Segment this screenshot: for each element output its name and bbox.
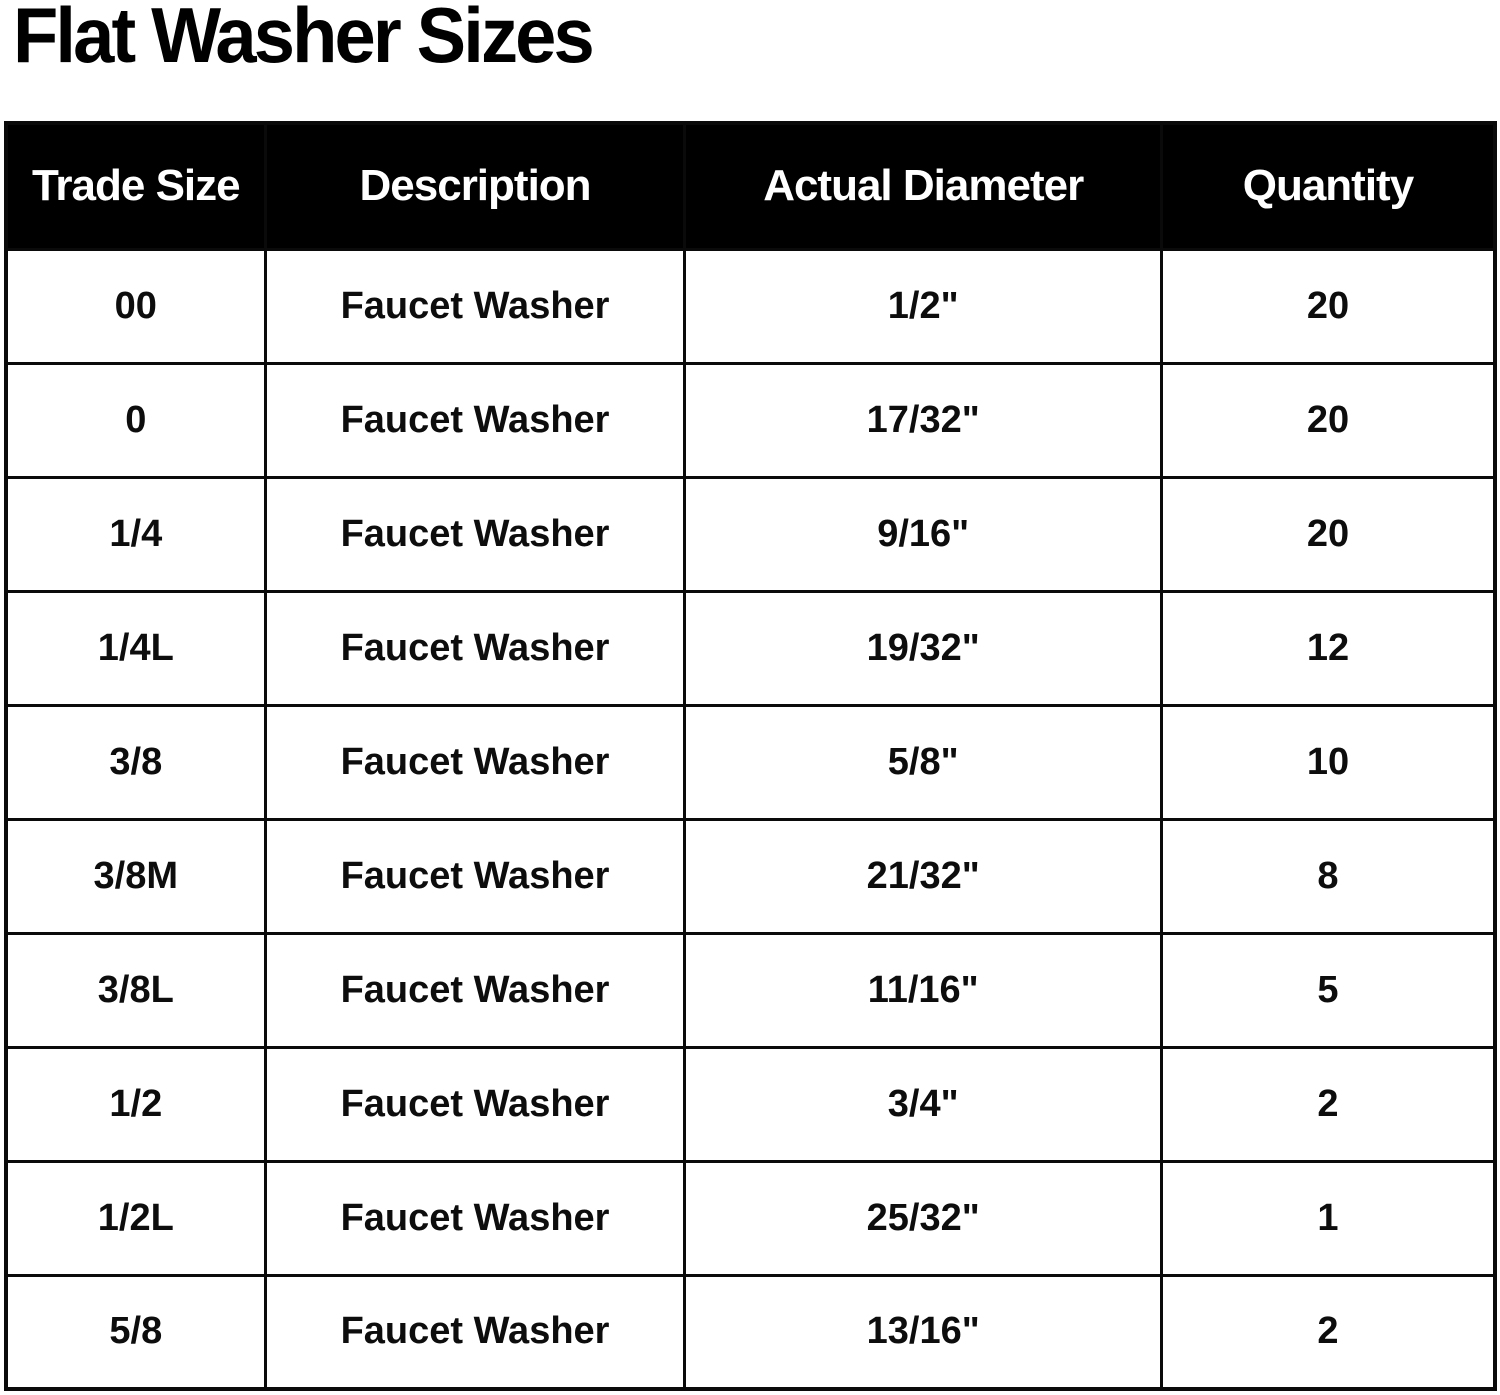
trade-size-cell: 00 [6,249,265,363]
quantity-cell: 2 [1161,1047,1495,1161]
description-cell: Faucet Washer [265,477,685,591]
actual-diameter-cell: 19/32" [685,591,1161,705]
quantity-cell: 8 [1161,819,1495,933]
actual-diameter-cell: 25/32" [685,1161,1161,1275]
trade-size-cell: 0 [6,363,265,477]
description-cell: Faucet Washer [265,591,685,705]
quantity-cell: 20 [1161,363,1495,477]
trade-size-cell: 3/8 [6,705,265,819]
trade-size-cell: 1/4L [6,591,265,705]
table-row [6,591,1495,705]
table-row [6,477,1495,591]
description-cell: Faucet Washer [265,1047,685,1161]
table-row [6,1161,1495,1275]
actual-diameter-cell: 1/2" [685,249,1161,363]
header-row [6,123,1495,249]
actual-diameter-cell: 5/8" [685,705,1161,819]
trade-size-cell: 1/2L [6,1161,265,1275]
description-cell: Faucet Washer [265,933,685,1047]
description-cell: Faucet Washer [265,1161,685,1275]
trade-size-cell: 1/2 [6,1047,265,1161]
description-cell: Faucet Washer [265,363,685,477]
trade-size-cell: 1/4 [6,477,265,591]
description-cell: Faucet Washer [265,1275,685,1389]
quantity-cell: 1 [1161,1161,1495,1275]
header-cell-actual-diameter: Actual Diameter [685,123,1161,249]
flat-washer-sizes-table [4,121,1497,1391]
description-cell: Faucet Washer [265,249,685,363]
actual-diameter-cell: 11/16" [685,933,1161,1047]
actual-diameter-cell: 9/16" [685,477,1161,591]
actual-diameter-cell: 17/32" [685,363,1161,477]
page-title: Flat Washer Sizes [13,0,592,79]
actual-diameter-cell: 21/32" [685,819,1161,933]
quantity-cell: 20 [1161,477,1495,591]
table-row [6,363,1495,477]
actual-diameter-cell: 3/4" [685,1047,1161,1161]
trade-size-cell: 3/8M [6,819,265,933]
trade-size-cell: 5/8 [6,1275,265,1389]
trade-size-cell: 3/8L [6,933,265,1047]
description-cell: Faucet Washer [265,705,685,819]
header-cell-description: Description [265,123,685,249]
table-row [6,819,1495,933]
header-cell-trade-size: Trade Size [6,123,265,249]
quantity-cell: 5 [1161,933,1495,1047]
description-cell: Faucet Washer [265,819,685,933]
quantity-cell: 2 [1161,1275,1495,1389]
table-row [6,1275,1495,1389]
quantity-cell: 20 [1161,249,1495,363]
table-row [6,1047,1495,1161]
table-row [6,705,1495,819]
table-row [6,933,1495,1047]
quantity-cell: 12 [1161,591,1495,705]
table-row [6,249,1495,363]
actual-diameter-cell: 13/16" [685,1275,1161,1389]
header-cell-quantity: Quantity [1161,123,1495,249]
quantity-cell: 10 [1161,705,1495,819]
